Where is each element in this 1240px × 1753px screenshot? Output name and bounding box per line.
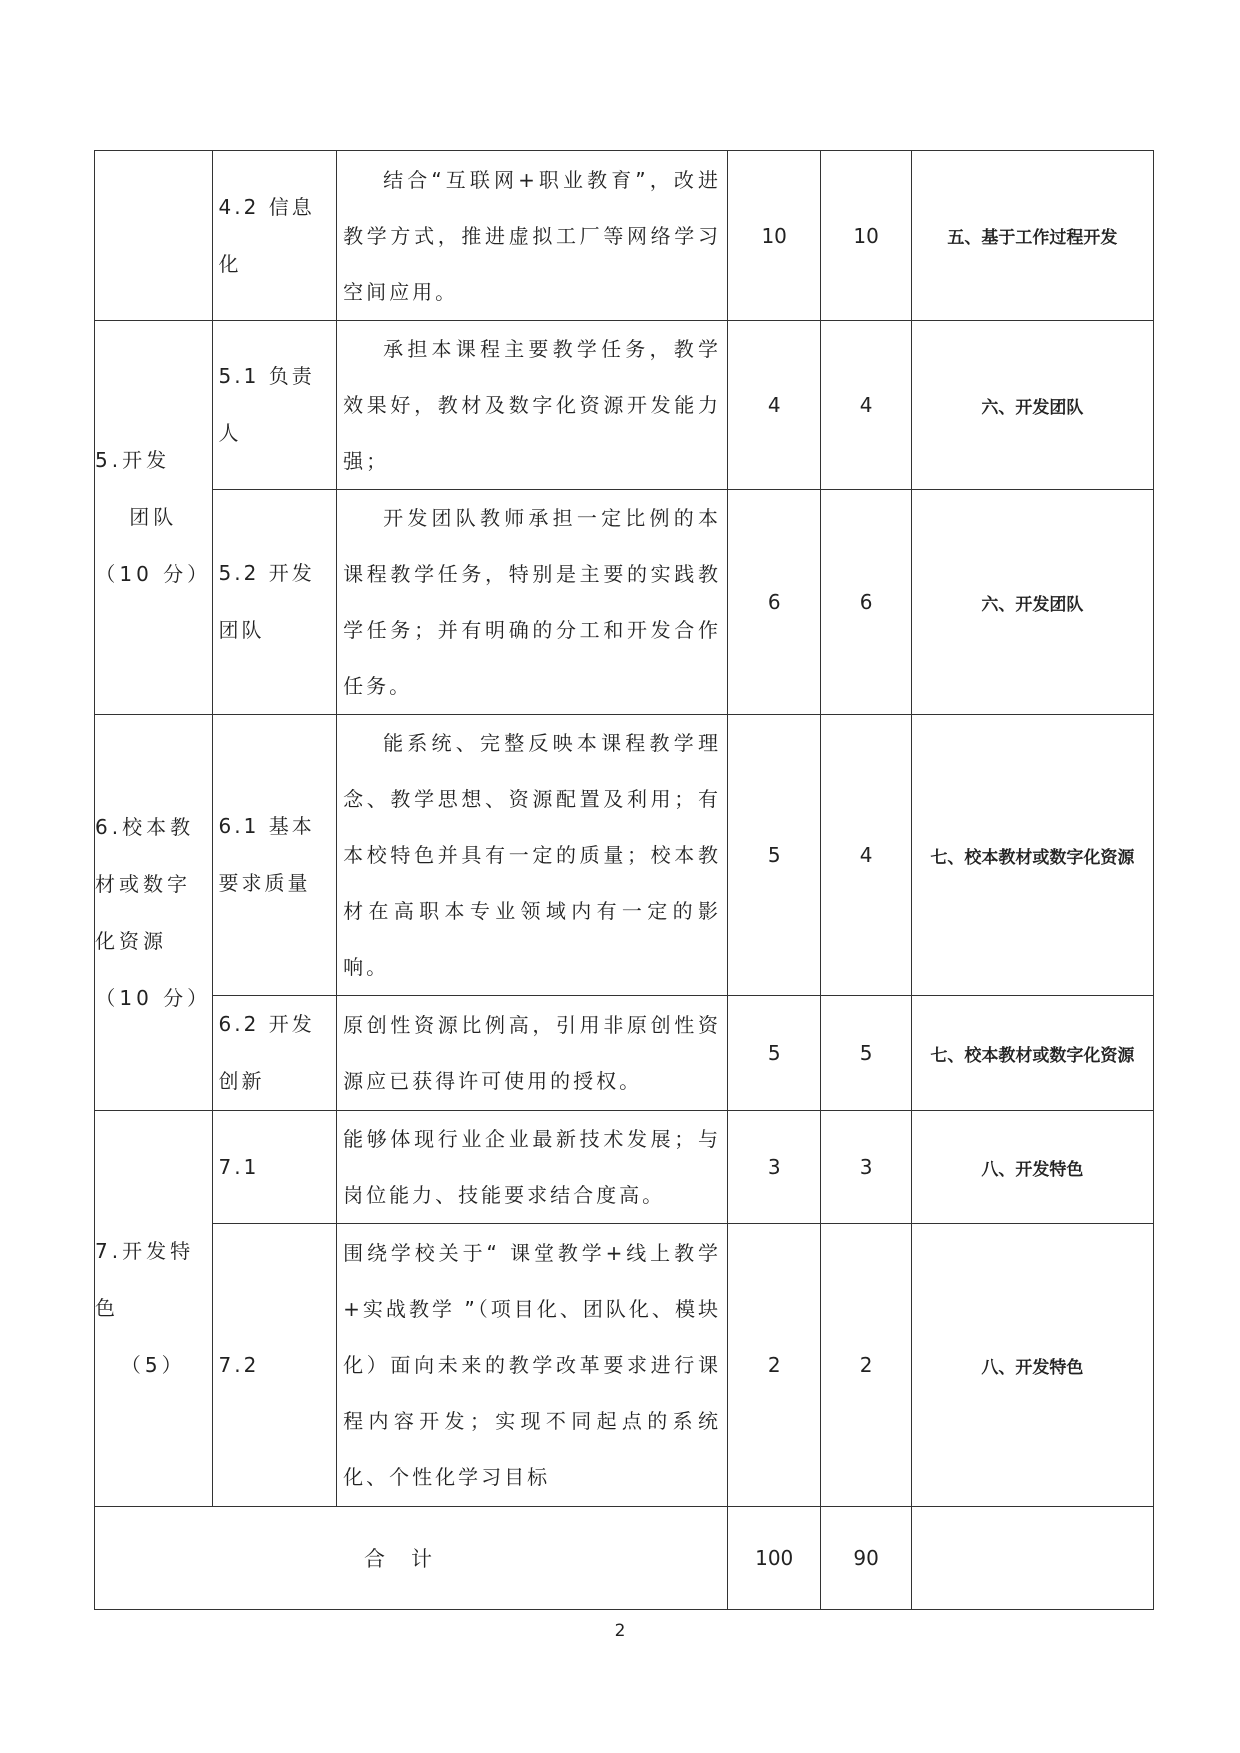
- max-score-cell: 10: [727, 151, 820, 321]
- description-cell: 结合“互联网+职业教育”，改进教学方式，推进虚拟工厂等网络学习空间应用。: [337, 151, 728, 321]
- category-line: 6.校本教材或数字化资源: [95, 814, 195, 953]
- sub-item-cell: 7.2: [212, 1224, 337, 1507]
- max-score-cell: 3: [727, 1111, 820, 1224]
- section-cell: 六、开发团队: [911, 321, 1153, 490]
- description-cell: 能系统、完整反映本课程教学理念、教学思想、资源配置及利用；有本校特色并具有一定的质量；校本教材在高职本专业领域内有一定的影响。: [337, 715, 728, 996]
- category-line: 5.开发: [95, 448, 171, 472]
- total-section-cell: [911, 1507, 1153, 1610]
- score-cell: 10: [821, 151, 911, 321]
- category-line: （10 分）: [95, 985, 212, 1010]
- total-label: 合计: [95, 1507, 728, 1610]
- section-cell: 七、校本教材或数字化资源: [911, 715, 1153, 996]
- category-cell: [95, 715, 213, 1111]
- sub-item-cell: 5.1 负责人: [212, 321, 337, 490]
- table-row: [95, 1224, 1154, 1507]
- category-cell: [95, 1111, 213, 1507]
- table-row: [95, 1111, 1154, 1224]
- max-score-cell: 2: [727, 1224, 820, 1507]
- score-cell: 4: [821, 321, 911, 490]
- section-cell: 五、基于工作过程开发: [911, 151, 1153, 321]
- category-line: （10 分）: [95, 562, 212, 586]
- page-number: 2: [614, 1621, 626, 1641]
- table-row: [95, 996, 1154, 1111]
- section-cell: 八、开发特色: [911, 1111, 1153, 1224]
- max-score-cell: 4: [727, 321, 820, 490]
- section-cell: 七、校本教材或数字化资源: [911, 996, 1153, 1111]
- sub-item-cell: 5.2 开发团队: [212, 490, 337, 715]
- description-cell: 承担本课程主要教学任务，教学效果好，教材及数字化资源开发能力强；: [337, 321, 728, 490]
- score-cell: 5: [821, 996, 911, 1111]
- table-row: [95, 715, 1154, 996]
- max-score-cell: 5: [727, 996, 820, 1111]
- category-cell: [95, 151, 213, 321]
- score-cell: 3: [821, 1111, 911, 1224]
- sub-item-cell: 4.2 信息化: [212, 151, 337, 321]
- category-line: 7.开发特色: [95, 1239, 195, 1320]
- description-cell: 原创性资源比例高，引用非原创性资源应已获得许可使用的授权。: [337, 996, 728, 1111]
- table-row: [95, 321, 1154, 490]
- description-cell: 能够体现行业企业最新技术发展；与岗位能力、技能要求结合度高。: [337, 1111, 728, 1224]
- table-row: [95, 490, 1154, 715]
- sub-item-cell: 6.1 基本要求质量: [212, 715, 337, 996]
- sub-item-cell: 7.1: [212, 1111, 337, 1224]
- category-cell: [95, 321, 213, 715]
- sub-item-cell: 6.2 开发创新: [212, 996, 337, 1111]
- category-line: 团队: [129, 505, 178, 529]
- description-cell: 开发团队教师承担一定比例的本课程教学任务，特别是主要的实践教学任务；并有明确的分工和开发合作任务。: [337, 490, 728, 715]
- section-cell: 六、开发团队: [911, 490, 1153, 715]
- max-score-cell: 6: [727, 490, 820, 715]
- description-cell: 围绕学校关于“ 课堂教学+线上教学+实战教学 ”（项目化、团队化、模块化）面向未来的教学改革要求进行课程内容开发；实现不同起点的系统化、个性化学习目标: [337, 1224, 728, 1507]
- score-cell: 4: [821, 715, 911, 996]
- scoring-table: [94, 150, 1154, 1610]
- table-row: [95, 151, 1154, 321]
- category-line: （5）: [120, 1353, 186, 1377]
- total-score: 90: [821, 1507, 911, 1610]
- max-score-cell: 5: [727, 715, 820, 996]
- total-row: [95, 1507, 1154, 1610]
- total-max-score: 100: [727, 1507, 820, 1610]
- score-cell: 2: [821, 1224, 911, 1507]
- score-cell: 6: [821, 490, 911, 715]
- section-cell: 八、开发特色: [911, 1224, 1153, 1507]
